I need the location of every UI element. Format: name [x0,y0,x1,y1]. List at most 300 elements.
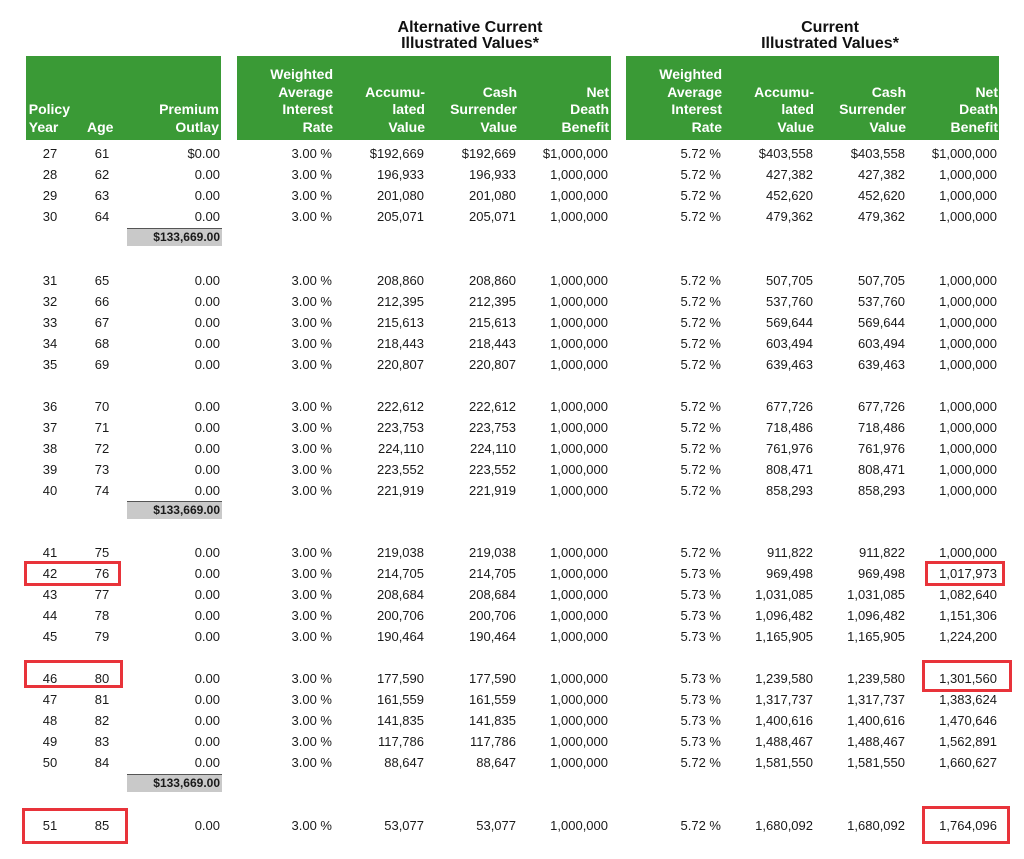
cell-premium-outlay: 0.00 [194,209,220,224]
cell-cur-interest-rate: 5.72 % [680,294,721,309]
cell-cur-interest-rate: 5.72 % [680,545,721,560]
cell-alt-cash-surrender-value: 214,705 [469,566,516,581]
header-cur-cash-surrender-value [839,84,906,137]
highlight-year-46-death-benefit [922,660,1012,692]
cell-cur-interest-rate: 5.72 % [680,209,721,224]
cell-cur-cash-surrender-value: 761,976 [858,441,905,456]
cell-age: 63 [94,188,110,203]
alternative-values-title-line1: Alternative Current [397,19,543,36]
cell-cur-interest-rate: 5.72 % [680,420,721,435]
cell-alt-cash-surrender-value: 141,835 [469,713,516,728]
cell-alt-accumulated-value: 88,647 [384,755,424,770]
cell-alt-interest-rate: 3.00 % [291,587,332,602]
premium-subtotal: $133,669.00 [127,502,222,519]
header-cur-weighted-rate-line2: Average [667,83,722,100]
cell-premium-outlay: 0.00 [194,755,220,770]
header-alt-net-death-benefit-line2: Death [570,101,609,117]
cell-premium-outlay: 0.00 [194,818,220,833]
cell-cur-interest-rate: 5.72 % [680,336,721,351]
cell-cur-cash-surrender-value: 1,488,467 [847,734,905,749]
cell-age: 69 [94,357,110,372]
cell-cur-net-death-benefit: 1,082,640 [939,587,997,602]
cell-alt-interest-rate: 3.00 % [291,545,332,560]
cell-cur-cash-surrender-value: 1,239,580 [847,671,905,686]
cell-alt-interest-rate: 3.00 % [291,294,332,309]
cell-alt-interest-rate: 3.00 % [291,420,332,435]
cell-premium-outlay: 0.00 [194,357,220,372]
cell-premium-outlay: 0.00 [194,441,220,456]
cell-cur-net-death-benefit: 1,151,306 [939,608,997,623]
cell-cur-interest-rate: 5.72 % [680,755,721,770]
cell-premium-outlay: 0.00 [194,294,220,309]
header-premium-outlay [159,101,219,136]
cell-cur-net-death-benefit: 1,000,000 [939,420,997,435]
cell-alt-interest-rate: 3.00 % [291,566,332,581]
header-alt-weighted-rate [270,66,333,136]
cell-age: 78 [94,608,110,623]
header-alt-net-death-benefit-line1: Net [586,83,609,100]
cell-cur-cash-surrender-value: 1,165,905 [847,629,905,644]
cell-cur-accumulated-value: 639,463 [766,357,813,372]
cell-policy-year: 40 [42,483,58,498]
cell-cur-accumulated-value: 969,498 [766,566,813,581]
cell-alt-net-death-benefit: 1,000,000 [550,462,608,477]
cell-alt-cash-surrender-value: 88,647 [476,755,516,770]
cell-cur-net-death-benefit: 1,000,000 [939,209,997,224]
header-policy-year-line1: Policy [28,101,70,117]
cell-cur-interest-rate: 5.72 % [680,188,721,203]
cell-alt-interest-rate: 3.00 % [291,462,332,477]
cell-alt-cash-surrender-value: 53,077 [476,818,516,833]
cell-premium-outlay: 0.00 [194,483,220,498]
cell-cur-accumulated-value: 677,726 [766,399,813,414]
cell-policy-year: 47 [42,692,58,707]
cell-cur-interest-rate: 5.73 % [680,566,721,581]
cell-cur-interest-rate: 5.72 % [680,441,721,456]
cell-premium-outlay: 0.00 [194,566,220,581]
header-cur-accumulated-value-line3: Value [777,118,814,135]
cell-cur-accumulated-value: 1,317,737 [755,692,813,707]
cell-cur-accumulated-value: 479,362 [766,209,813,224]
cell-cur-net-death-benefit: 1,000,000 [939,188,997,203]
cell-alt-net-death-benefit: 1,000,000 [550,209,608,224]
cell-premium-outlay: 0.00 [194,167,220,182]
cell-alt-cash-surrender-value: 220,807 [469,357,516,372]
cell-cur-interest-rate: 5.72 % [680,315,721,330]
cell-cur-accumulated-value: 911,822 [766,545,813,560]
cell-age: 61 [94,146,110,161]
cell-cur-net-death-benefit: 1,000,000 [939,545,997,560]
cell-age: 68 [94,336,110,351]
cell-policy-year: 30 [42,209,58,224]
header-alt-weighted-rate-line1: Weighted [270,66,333,82]
cell-premium-outlay: 0.00 [194,399,220,414]
cell-alt-cash-surrender-value: 212,395 [469,294,516,309]
premium-subtotal: $133,669.00 [127,229,222,246]
cell-cur-accumulated-value: 858,293 [766,483,813,498]
cell-alt-cash-surrender-value: $192,669 [461,146,516,161]
header-age [87,119,113,137]
cell-cur-cash-surrender-value: 1,031,085 [847,587,905,602]
cell-policy-year: 31 [42,273,58,288]
cell-alt-accumulated-value: 196,933 [377,167,424,182]
cell-alt-net-death-benefit: 1,000,000 [550,608,608,623]
cell-cur-interest-rate: 5.72 % [680,357,721,372]
cell-premium-outlay: 0.00 [194,713,220,728]
cell-cur-accumulated-value: 761,976 [766,441,813,456]
cell-policy-year: 29 [42,188,58,203]
cell-alt-net-death-benefit: 1,000,000 [550,818,608,833]
cell-policy-year: 28 [42,167,58,182]
cell-premium-outlay: 0.00 [194,608,220,623]
cell-alt-cash-surrender-value: 208,860 [469,273,516,288]
cell-age: 80 [94,671,110,686]
cell-policy-year: 50 [42,755,58,770]
cell-alt-cash-surrender-value: 222,612 [469,399,516,414]
header-premium-outlay-line1: Premium [159,101,219,117]
cell-alt-cash-surrender-value: 201,080 [469,188,516,203]
cell-cur-cash-surrender-value: 537,760 [858,294,905,309]
cell-cur-net-death-benefit: 1,000,000 [939,399,997,414]
cell-premium-outlay: 0.00 [194,692,220,707]
cell-alt-cash-surrender-value: 215,613 [469,315,516,330]
cell-alt-cash-surrender-value: 200,706 [469,608,516,623]
header-alt-weighted-rate-line2: Average [278,83,333,100]
current-values-title [700,20,960,52]
header-box-current [626,56,999,140]
cell-alt-accumulated-value: 218,443 [377,336,424,351]
cell-cur-cash-surrender-value: 718,486 [858,420,905,435]
premium-subtotal: $133,669.00 [127,775,222,792]
cell-alt-interest-rate: 3.00 % [291,336,332,351]
cell-cur-accumulated-value: 718,486 [766,420,813,435]
cell-alt-accumulated-value: 224,110 [377,441,424,456]
header-cur-net-death-benefit [951,84,998,137]
cell-age: 76 [94,566,110,581]
cell-alt-net-death-benefit: 1,000,000 [550,587,608,602]
header-cur-net-death-benefit-line3: Benefit [950,118,998,135]
cell-cur-net-death-benefit: 1,470,646 [939,713,997,728]
cell-policy-year: 37 [42,420,58,435]
cell-alt-interest-rate: 3.00 % [291,273,332,288]
header-box-alternative [237,56,611,140]
cell-cur-interest-rate: 5.72 % [680,273,721,288]
cell-premium-outlay: 0.00 [194,587,220,602]
cell-alt-interest-rate: 3.00 % [291,441,332,456]
cell-policy-year: 49 [42,734,58,749]
cell-cur-net-death-benefit: 1,660,627 [939,755,997,770]
cell-premium-outlay: 0.00 [194,420,220,435]
cell-premium-outlay: 0.00 [194,273,220,288]
cell-alt-net-death-benefit: 1,000,000 [550,629,608,644]
cell-alt-interest-rate: 3.00 % [291,713,332,728]
cell-age: 70 [94,399,110,414]
cell-alt-accumulated-value: 200,706 [377,608,424,623]
header-alt-net-death-benefit [562,84,609,137]
cell-policy-year: 35 [42,357,58,372]
cell-alt-net-death-benefit: $1,000,000 [542,146,608,161]
header-alt-cash-surrender-value-line1: Cash [482,83,517,100]
cell-alt-accumulated-value: 205,071 [377,209,424,224]
cell-policy-year: 41 [42,545,58,560]
cell-alt-net-death-benefit: 1,000,000 [550,566,608,581]
cell-alt-net-death-benefit: 1,000,000 [550,441,608,456]
cell-cur-cash-surrender-value: 1,317,737 [847,692,905,707]
cell-alt-net-death-benefit: 1,000,000 [550,545,608,560]
header-cur-accumulated-value [754,84,814,137]
cell-alt-interest-rate: 3.00 % [291,483,332,498]
cell-policy-year: 39 [42,462,58,477]
header-cur-weighted-rate-line3: Interest [671,101,722,117]
cell-cur-cash-surrender-value: 858,293 [858,483,905,498]
cell-premium-outlay: 0.00 [194,336,220,351]
header-cur-net-death-benefit-line1: Net [975,83,998,100]
cell-cur-accumulated-value: 427,382 [766,167,813,182]
cell-age: 74 [94,483,110,498]
cell-alt-net-death-benefit: 1,000,000 [550,273,608,288]
cell-premium-outlay: 0.00 [194,188,220,203]
cell-premium-outlay: 0.00 [194,462,220,477]
cell-cur-net-death-benefit: 1,000,000 [939,315,997,330]
cell-cur-interest-rate: 5.72 % [680,462,721,477]
cell-cur-net-death-benefit: 1,017,973 [939,566,997,581]
cell-alt-net-death-benefit: 1,000,000 [550,315,608,330]
cell-cur-interest-rate: 5.72 % [680,146,721,161]
cell-cur-interest-rate: 5.73 % [680,629,721,644]
cell-alt-interest-rate: 3.00 % [291,357,332,372]
cell-cur-interest-rate: 5.73 % [680,734,721,749]
cell-alt-cash-surrender-value: 219,038 [469,545,516,560]
cell-alt-interest-rate: 3.00 % [291,671,332,686]
cell-alt-net-death-benefit: 1,000,000 [550,336,608,351]
cell-cur-accumulated-value: 1,096,482 [755,608,813,623]
header-cur-cash-surrender-value-line2: Surrender [839,101,906,117]
cell-cur-accumulated-value: 452,620 [766,188,813,203]
cell-alt-net-death-benefit: 1,000,000 [550,734,608,749]
cell-age: 66 [94,294,110,309]
cell-policy-year: 38 [42,441,58,456]
cell-age: 67 [94,315,110,330]
cell-cur-accumulated-value: 1,680,092 [755,818,813,833]
cell-cur-accumulated-value: 1,488,467 [755,734,813,749]
cell-cur-cash-surrender-value: 569,644 [858,315,905,330]
header-alt-accumulated-value-line2: lated [392,101,425,117]
cell-cur-cash-surrender-value: $403,558 [850,146,905,161]
cell-alt-interest-rate: 3.00 % [291,188,332,203]
cell-alt-accumulated-value: 223,552 [377,462,424,477]
cell-cur-accumulated-value: 537,760 [766,294,813,309]
cell-alt-accumulated-value: 141,835 [377,713,424,728]
header-policy-year [29,101,70,136]
cell-cur-interest-rate: 5.72 % [680,399,721,414]
cell-alt-accumulated-value: 223,753 [377,420,424,435]
cell-premium-outlay: 0.00 [194,734,220,749]
header-alt-weighted-rate-line4: Rate [302,118,333,135]
cell-age: 71 [94,420,110,435]
cell-cur-cash-surrender-value: 677,726 [858,399,905,414]
cell-cur-accumulated-value: 1,400,616 [755,713,813,728]
cell-alt-accumulated-value: 215,613 [377,315,424,330]
cell-alt-net-death-benefit: 1,000,000 [550,399,608,414]
cell-cur-cash-surrender-value: 1,680,092 [847,818,905,833]
cell-cur-accumulated-value: 603,494 [766,336,813,351]
highlight-year-46-age [24,660,123,688]
header-cur-weighted-rate-line1: Weighted [659,66,722,82]
header-cur-cash-surrender-value-line3: Value [869,118,906,135]
header-alt-accumulated-value [365,84,425,137]
cell-alt-interest-rate: 3.00 % [291,146,332,161]
cell-age: 84 [94,755,110,770]
cell-alt-accumulated-value: $192,669 [369,146,424,161]
header-age-line1: Age [87,118,114,135]
cell-alt-accumulated-value: 221,919 [377,483,424,498]
cell-policy-year: 45 [42,629,58,644]
cell-alt-accumulated-value: 208,860 [377,273,424,288]
cell-alt-cash-surrender-value: 161,559 [469,692,516,707]
cell-alt-accumulated-value: 220,807 [377,357,424,372]
cell-alt-cash-surrender-value: 223,552 [469,462,516,477]
cell-alt-net-death-benefit: 1,000,000 [550,420,608,435]
cell-policy-year: 43 [42,587,58,602]
cell-alt-cash-surrender-value: 177,590 [469,671,516,686]
cell-alt-interest-rate: 3.00 % [291,818,332,833]
cell-age: 82 [94,713,110,728]
cell-cur-accumulated-value: 507,705 [766,273,813,288]
cell-premium-outlay: 0.00 [194,315,220,330]
highlight-year-51-death-benefit [922,806,1010,844]
cell-age: 65 [94,273,110,288]
cell-cur-accumulated-value: 569,644 [766,315,813,330]
cell-alt-accumulated-value: 161,559 [377,692,424,707]
cell-policy-year: 33 [42,315,58,330]
cell-cur-cash-surrender-value: 1,096,482 [847,608,905,623]
cell-alt-cash-surrender-value: 190,464 [469,629,516,644]
cell-premium-outlay: 0.00 [194,545,220,560]
cell-premium-outlay: 0.00 [194,671,220,686]
highlight-year-42-age [24,561,121,586]
cell-cur-accumulated-value: 1,581,550 [755,755,813,770]
cell-cur-cash-surrender-value: 603,494 [858,336,905,351]
header-alt-accumulated-value-line1: Accumu- [365,83,425,100]
cell-alt-cash-surrender-value: 196,933 [469,167,516,182]
cell-policy-year: 34 [42,336,58,351]
header-cur-accumulated-value-line2: lated [781,101,814,117]
cell-cur-net-death-benefit: 1,000,000 [939,483,997,498]
cell-cur-net-death-benefit: 1,000,000 [939,336,997,351]
cell-cur-cash-surrender-value: 911,822 [858,545,905,560]
cell-alt-interest-rate: 3.00 % [291,692,332,707]
cell-alt-net-death-benefit: 1,000,000 [550,167,608,182]
cell-cur-net-death-benefit: 1,000,000 [939,357,997,372]
cell-alt-accumulated-value: 53,077 [384,818,424,833]
cell-cur-cash-surrender-value: 639,463 [858,357,905,372]
cell-age: 62 [94,167,110,182]
cell-alt-accumulated-value: 201,080 [377,188,424,203]
highlight-year-42-death-benefit [925,561,1005,586]
cell-cur-net-death-benefit: 1,000,000 [939,167,997,182]
header-cur-weighted-rate [659,66,722,136]
header-alt-accumulated-value-line3: Value [388,118,425,135]
cell-age: 64 [94,209,110,224]
cell-alt-net-death-benefit: 1,000,000 [550,188,608,203]
cell-alt-cash-surrender-value: 117,786 [469,734,516,749]
header-cur-weighted-rate-line4: Rate [691,118,722,135]
cell-alt-interest-rate: 3.00 % [291,734,332,749]
highlight-year-51-age [22,808,128,844]
cell-alt-accumulated-value: 222,612 [377,399,424,414]
cell-alt-accumulated-value: 214,705 [377,566,424,581]
cell-alt-interest-rate: 3.00 % [291,608,332,623]
cell-cur-accumulated-value: 1,031,085 [755,587,813,602]
cell-policy-year: 42 [42,566,58,581]
cell-cur-interest-rate: 5.72 % [680,483,721,498]
cell-alt-cash-surrender-value: 223,753 [469,420,516,435]
cell-age: 75 [94,545,110,560]
cell-cur-interest-rate: 5.73 % [680,692,721,707]
cell-cur-net-death-benefit: 1,000,000 [939,294,997,309]
header-policy-year-line2: Year [28,118,59,135]
cell-alt-accumulated-value: 212,395 [377,294,424,309]
header-premium-outlay-line2: Outlay [175,118,219,135]
cell-cur-net-death-benefit: 1,000,000 [939,441,997,456]
cell-age: 73 [94,462,110,477]
cell-policy-year: 48 [42,713,58,728]
cell-cur-cash-surrender-value: 969,498 [858,566,905,581]
cell-cur-interest-rate: 5.73 % [680,608,721,623]
cell-alt-accumulated-value: 117,786 [377,734,424,749]
header-cur-net-death-benefit-line2: Death [959,101,998,117]
cell-alt-interest-rate: 3.00 % [291,167,332,182]
cell-alt-cash-surrender-value: 218,443 [469,336,516,351]
cell-cur-cash-surrender-value: 808,471 [858,462,905,477]
cell-alt-net-death-benefit: 1,000,000 [550,692,608,707]
header-alt-cash-surrender-value-line2: Surrender [450,101,517,117]
cell-alt-net-death-benefit: 1,000,000 [550,483,608,498]
cell-cur-cash-surrender-value: 507,705 [858,273,905,288]
alternative-values-title-line2: Illustrated Values* [401,35,539,52]
cell-cur-interest-rate: 5.72 % [680,167,721,182]
header-alt-cash-surrender-value [450,84,517,137]
cell-cur-net-death-benefit: 1,000,000 [939,462,997,477]
cell-alt-accumulated-value: 190,464 [377,629,424,644]
cell-alt-cash-surrender-value: 205,071 [469,209,516,224]
cell-cur-accumulated-value: 1,239,580 [755,671,813,686]
cell-alt-accumulated-value: 177,590 [377,671,424,686]
cell-policy-year: 44 [42,608,58,623]
header-cur-cash-surrender-value-line1: Cash [871,83,906,100]
cell-cur-net-death-benefit: $1,000,000 [931,146,997,161]
cell-age: 81 [94,692,110,707]
cell-cur-net-death-benefit: 1,764,096 [939,818,997,833]
header-box-policy [26,56,221,140]
alternative-values-title [340,20,600,52]
cell-alt-net-death-benefit: 1,000,000 [550,294,608,309]
cell-alt-accumulated-value: 208,684 [377,587,424,602]
cell-cur-interest-rate: 5.72 % [680,818,721,833]
cell-cur-cash-surrender-value: 1,400,616 [847,713,905,728]
cell-alt-interest-rate: 3.00 % [291,629,332,644]
cell-alt-interest-rate: 3.00 % [291,315,332,330]
cell-alt-net-death-benefit: 1,000,000 [550,671,608,686]
cell-cur-interest-rate: 5.73 % [680,671,721,686]
cell-age: 72 [94,441,110,456]
cell-age: 79 [94,629,110,644]
cell-alt-accumulated-value: 219,038 [377,545,424,560]
cell-cur-net-death-benefit: 1,562,891 [939,734,997,749]
cell-cur-cash-surrender-value: 452,620 [858,188,905,203]
cell-policy-year: 32 [42,294,58,309]
cell-alt-cash-surrender-value: 221,919 [469,483,516,498]
